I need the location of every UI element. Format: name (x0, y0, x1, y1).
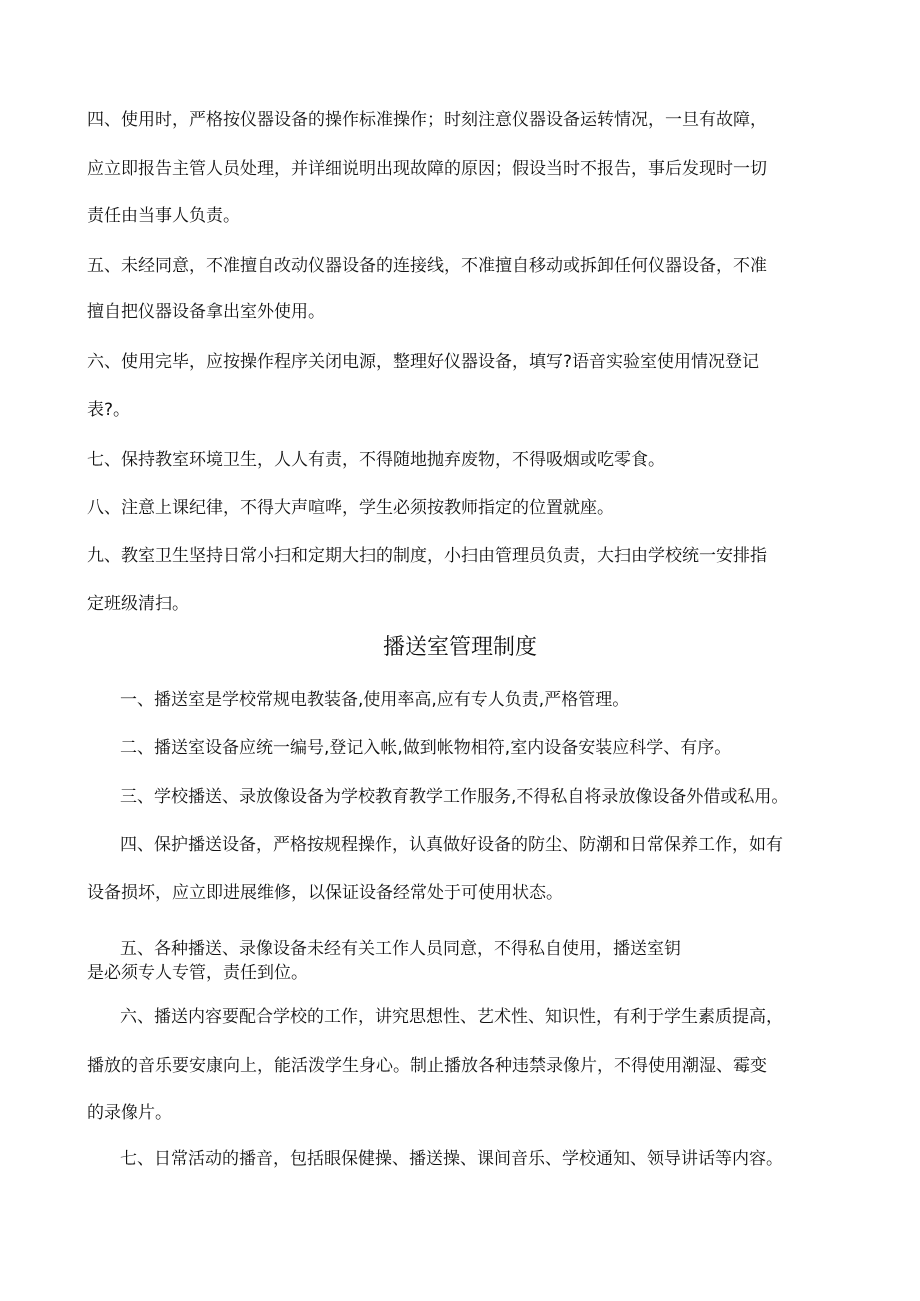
rule-4-line-3: 责任由当事人负责。 (87, 206, 240, 226)
rule-5-line-1: 五、未经同意，不准擅自改动仪器设备的连接线，不准擅自移动或拆卸任何仪器设备，不准 (87, 256, 767, 276)
rule-5-line-2: 擅自把仪器设备拿出室外使用。 (87, 302, 325, 322)
rule-6-line-2: 表?。 (87, 400, 131, 420)
broadcast-rule-6-line-3: 的录像片。 (87, 1103, 172, 1123)
section-title: 播送室管理制度 (382, 635, 537, 660)
broadcast-rule-4-line-2: 设备损坏，应立即进展维修，以保证设备经常处于可使用状态。 (87, 883, 563, 903)
broadcast-rule-4-line-1: 四、保护播送设备，严格按规程操作，认真做好设备的防尘、防潮和日常保养工作，如有 (120, 835, 783, 855)
broadcast-rule-5-line-2: 是必须专人专管，责任到位。 (87, 963, 308, 983)
rule-8: 八、注意上课纪律，不得大声喧哗，学生必须按教师指定的位置就座。 (87, 498, 614, 518)
broadcast-rule-1: 一、播送室是学校常规电教装备,使用率高,应有专人负责,严格管理。 (120, 690, 630, 710)
broadcast-rule-6-line-2: 播放的音乐要安康向上，能活泼学生身心。制止播放各种违禁录像片，不得使用潮湿、霉变 (87, 1056, 767, 1076)
broadcast-rule-5-line-1: 五、各种播送、录像设备未经有关工作人员同意，不得私自使用，播送室钥 (120, 939, 681, 959)
rule-4-line-2: 应立即报告主管人员处理，并详细说明出现故障的原因；假设当时不报告，事后发现时一切 (87, 159, 767, 179)
rule-9-line-2: 定班级清扫。 (87, 594, 189, 614)
broadcast-rule-2: 二、播送室设备应统一编号,登记入帐,做到帐物相符,室内设备安装应科学、有序。 (120, 738, 732, 758)
broadcast-rule-3: 三、学校播送、录放像设备为学校教育教学工作服务,不得私自将录放像设备外借或私用。 (120, 787, 789, 807)
rule-4-line-1: 四、使用时，严格按仪器设备的操作标准操作；时刻注意仪器设备运转情况，一旦有故障， (87, 110, 767, 130)
rule-9-line-1: 九、教室卫生坚持日常小扫和定期大扫的制度，小扫由管理员负责，大扫由学校统一安排指 (87, 546, 767, 566)
rule-7: 七、保持教室环境卫生，人人有责，不得随地抛弃废物，不得吸烟或吃零食。 (87, 450, 665, 470)
broadcast-rule-7: 七、日常活动的播音，包括眼保健操、播送操、课间音乐、学校通知、领导讲话等内容。 (120, 1149, 783, 1169)
rule-6-line-1: 六、使用完毕，应按操作程序关闭电源，整理好仪器设备，填写?语音实验室使用情况登记 (87, 352, 760, 372)
broadcast-rule-6-line-1: 六、播送内容要配合学校的工作，讲究思想性、艺术性、知识性，有利于学生素质提高， (120, 1007, 783, 1027)
